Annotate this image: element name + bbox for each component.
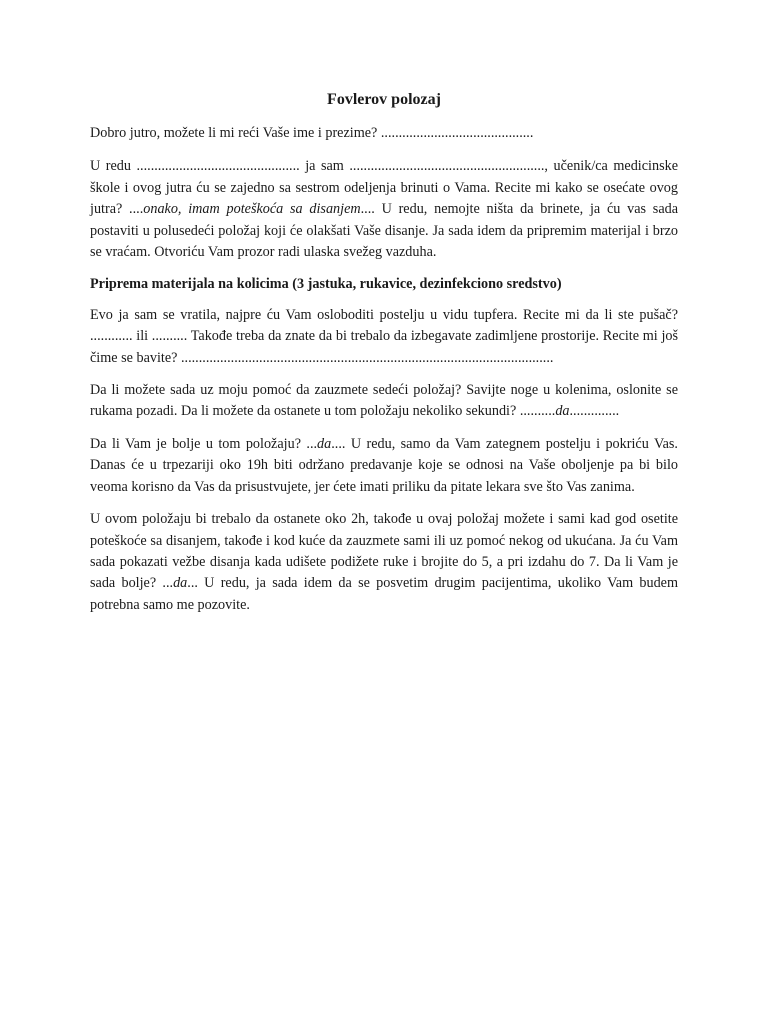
patient-answer-italic: da	[555, 403, 570, 420]
paragraph-sitting-text-c: ..............	[569, 403, 620, 420]
paragraph-introduction-text-a: U redu .............................................. ja sam ......................................................., učenik/ca medicinske škole i ovog jutra ću se zajedno sa sestrom odeljenja brinuti o Vama. Recite mi kako se osećate ovog jutra? ....	[90, 158, 678, 218]
patient-answer-italic: onako, imam poteškoća sa disanjem	[143, 201, 361, 218]
paragraph-better-text-c: .... U redu, samo da Vam zategnem postelju i pokriću Vas. Danas će u trpezariji oko 19h biti održano predavanje koje se odnosi na Vaše oboljenje pa bi bilo veoma korisno da Vas da prisustvujete, jer ćete imati priliku da pitate lekara sve što Vas zanima.	[90, 435, 678, 495]
paragraph-greeting: Dobro jutro, možete li mi reći Vaše ime i prezime? ...........................................	[90, 125, 534, 141]
document-title: Fovlerov polozaj	[327, 91, 441, 108]
paragraph-better-position	[90, 434, 678, 498]
patient-answer-italic: da	[173, 575, 188, 592]
section-heading-materials: Priprema materijala na kolicima (3 jastuka, rukavice, dezinfekciono sredstvo)	[90, 276, 562, 293]
paragraph-introduction	[90, 156, 678, 263]
paragraph-introduction-text-c: .... U redu, nemojte ništa da brinete, ja ću vas sada postaviti u polusedeći položaj koji će olakšati Vaše disanje. Ja sada idem da pripremim materijal i brzo se vraćam. Otvoriću Vam prozor radi ulaska svežeg vazduha.	[90, 201, 679, 261]
paragraph-closing	[90, 509, 678, 616]
paragraph-sitting-position	[90, 380, 678, 423]
paragraph-return: Evo ja sam se vratila, najpre ću Vam osloboditi postelju u vidu tupfera. Recite mi da li ste pušač? ............ ili .......... Takođe treba da znate da bi trebalo da izbegavate zadimljene prostorije. Recite mi još čime se bavite? .........................................................................................................	[90, 306, 678, 366]
paragraph-sitting-text-a: Da li možete sada uz moju pomoć da zauzmete sedeći položaj? Savijte noge u kolenima, oslonite se rukama pozadi. Da li možete da ostanete u tom položaju nekoliko sekundi? ..........	[90, 382, 678, 420]
paragraph-better-text-a: Da li Vam je bolje u tom položaju? ...	[90, 435, 318, 452]
paragraph-closing-text-c: ... U redu, ja sada idem da se posvetim drugim pacijentima, ukoliko Vam budem potrebna samo me pozovite.	[90, 575, 679, 613]
patient-answer-italic: da	[317, 435, 332, 452]
document-page	[90, 90, 678, 627]
paragraph-closing-text-a: U ovom položaju bi trebalo da ostanete oko 2h, takođe u ovaj položaj možete i sami kad god osetite poteškoće sa disanjem, takođe i kod kuće da zauzmete sami ili uz pomoć nekog od ukućana. Ja ću Vam sada pokazati vežbe disanja kada udišete podižete ruke i brojite do 5, a pri izdahu do 7. Da li Vam je sada bolje? ...	[90, 511, 678, 592]
